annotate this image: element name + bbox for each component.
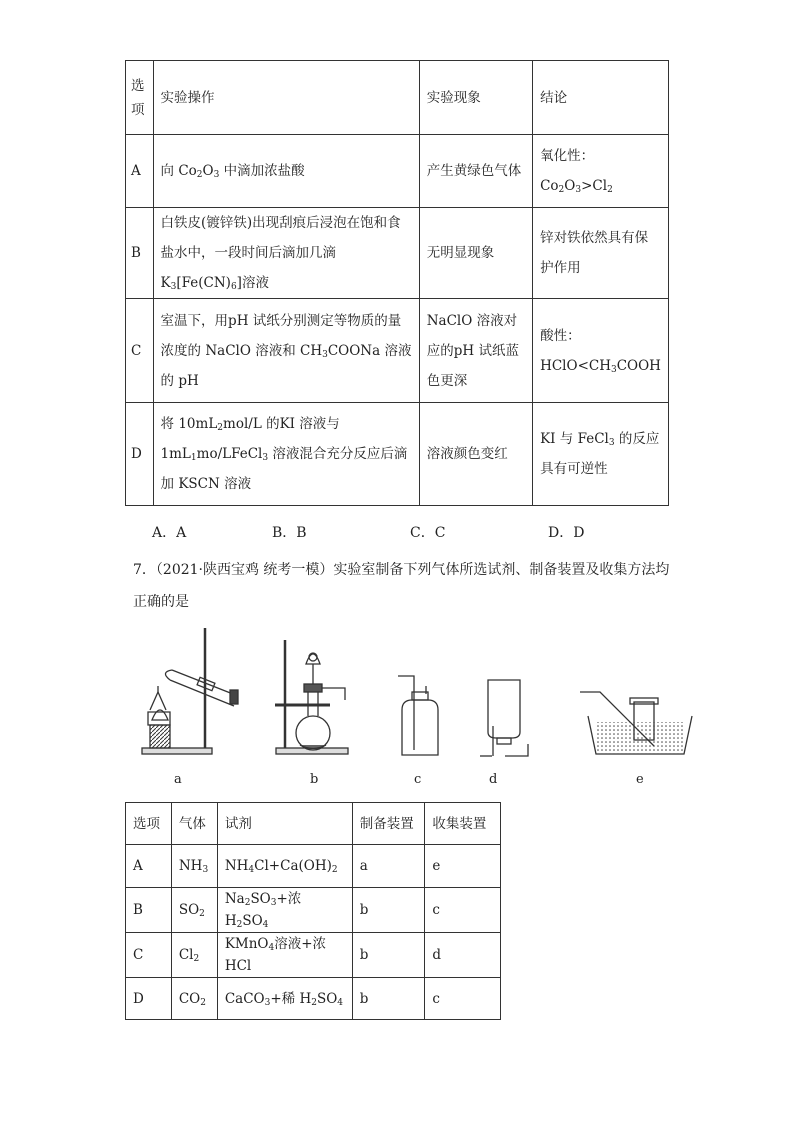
question-7-line1: 7．（2021·陕西宝鸡 统考一模）实验室制备下列气体所选试剂、制备装置及收集方法均 — [133, 562, 670, 578]
row-reagent — [217, 888, 352, 933]
table-row — [126, 888, 501, 933]
row-option: B — [126, 208, 154, 299]
row-gas — [171, 845, 217, 888]
experiment-table — [125, 60, 669, 506]
gas-prep-table — [125, 802, 501, 1020]
header-prep: 制备装置 — [352, 803, 425, 845]
row-operation — [153, 208, 419, 299]
table-row — [126, 135, 669, 208]
header-option: 选项 — [126, 803, 172, 845]
row-conclusion — [533, 299, 669, 403]
row-phenomenon: 产生黄绿色气体 — [419, 135, 532, 208]
formula-text: $Cl_2$ — [178, 947, 200, 964]
choice-c: C．C — [410, 525, 446, 541]
row-gas — [171, 888, 217, 933]
choice-d: D．D — [548, 525, 585, 541]
apparatus-e-icon — [580, 692, 692, 754]
header-operation: 实验操作 — [153, 61, 419, 135]
question-7-line2: 正确的是 — [133, 594, 189, 610]
table-row — [126, 299, 669, 403]
formula-text: KI 与 FeCl$_3$ 的反应具有可逆性 — [540, 431, 660, 477]
row-conclusion — [533, 403, 669, 506]
apparatus-a-icon — [142, 628, 238, 754]
row-phenomenon: NaClO 溶液对应的pH 试纸蓝色更深 — [419, 299, 532, 403]
choice-b: B．B — [272, 525, 307, 541]
label-e: e — [636, 772, 644, 787]
table-row — [126, 978, 501, 1020]
row-option: B — [126, 888, 172, 933]
formula-text: 酸性：$HClO<CH_3COOH$ — [540, 327, 661, 375]
row-reagent — [217, 933, 352, 978]
header-phenomenon: 实验现象 — [419, 61, 532, 135]
table-row — [126, 208, 669, 299]
formula-text: KMnO$_4$溶液+浓 HCl — [224, 936, 327, 974]
table-header-row — [126, 61, 669, 135]
formula-text: 氧化性：$Co_2O_3>Cl_2$ — [540, 148, 613, 195]
row-option: A — [126, 135, 154, 208]
formula-text: 将 $10mL_2mol/L$ 的KI 溶液与 $1mL_1mo/LFeCl_3$ 溶液混合充分反应后滴加 KSCN 溶液 — [160, 416, 408, 492]
apparatus-c-icon — [398, 676, 438, 755]
row-operation — [153, 135, 419, 208]
row-gas — [171, 978, 217, 1020]
choice-a: A．A — [152, 525, 187, 541]
row-option: C — [126, 933, 172, 978]
row-prep: b — [352, 933, 425, 978]
formula-text: $NH_3$ — [178, 858, 209, 875]
row-collect: c — [425, 978, 501, 1020]
table-row — [126, 933, 501, 978]
row-prep: b — [352, 888, 425, 933]
table-header-row — [126, 803, 501, 845]
row-option: C — [126, 299, 154, 403]
row-operation — [153, 403, 419, 506]
row-prep: b — [352, 978, 425, 1020]
row-conclusion: 锌对铁依然具有保护作用 — [533, 208, 669, 299]
row-conclusion — [533, 135, 669, 208]
apparatus-figure — [0, 620, 794, 770]
row-collect: c — [425, 888, 501, 933]
row-reagent — [217, 845, 352, 888]
label-a: a — [174, 772, 182, 787]
row-collect: d — [425, 933, 501, 978]
formula-text: $SO_2$ — [178, 902, 205, 919]
apparatus-d-icon — [480, 680, 528, 756]
table-row — [126, 845, 501, 888]
formula-text: 向 $Co_2O_3$ 中滴加浓盐酸 — [160, 163, 305, 180]
label-d: d — [489, 772, 498, 787]
formula-text: 室温下，用pH 试纸分别测定等物质的量浓度的 NaClO 溶液和 $CH_3COONa$ 溶液的 pH — [160, 312, 412, 389]
header-conclusion: 结论 — [533, 61, 669, 135]
row-operation — [153, 299, 419, 403]
row-option: D — [126, 403, 154, 506]
label-c: c — [414, 772, 422, 787]
row-phenomenon: 无明显现象 — [419, 208, 532, 299]
header-collect: 收集装置 — [425, 803, 501, 845]
formula-text: $NH_4Cl+Ca(OH)_2$ — [224, 858, 338, 875]
row-collect: e — [425, 845, 501, 888]
header-reagent: 试剂 — [217, 803, 352, 845]
formula-text: $CO_2$ — [178, 990, 206, 1008]
apparatus-b-icon — [275, 640, 348, 754]
row-gas — [171, 933, 217, 978]
row-prep: a — [352, 845, 425, 888]
header-option: 选 项 — [126, 61, 154, 135]
row-reagent — [217, 978, 352, 1020]
row-phenomenon: 溶液颜色变红 — [419, 403, 532, 506]
formula-text: CaCO$_3$+稀 $H_2SO_4$ — [224, 990, 344, 1008]
label-b: b — [310, 772, 319, 787]
row-option: D — [126, 978, 172, 1020]
table-row — [126, 403, 669, 506]
row-option: A — [126, 845, 172, 888]
formula-text: 白铁皮(镀锌铁)出现刮痕后浸泡在饱和食盐水中，一段时间后滴加几滴 $K_3[Fe(CN)_6]$溶液 — [160, 215, 401, 292]
formula-text: $Na_2SO_3+$浓 $H_2SO_4$ — [224, 891, 302, 930]
header-gas: 气体 — [171, 803, 217, 845]
